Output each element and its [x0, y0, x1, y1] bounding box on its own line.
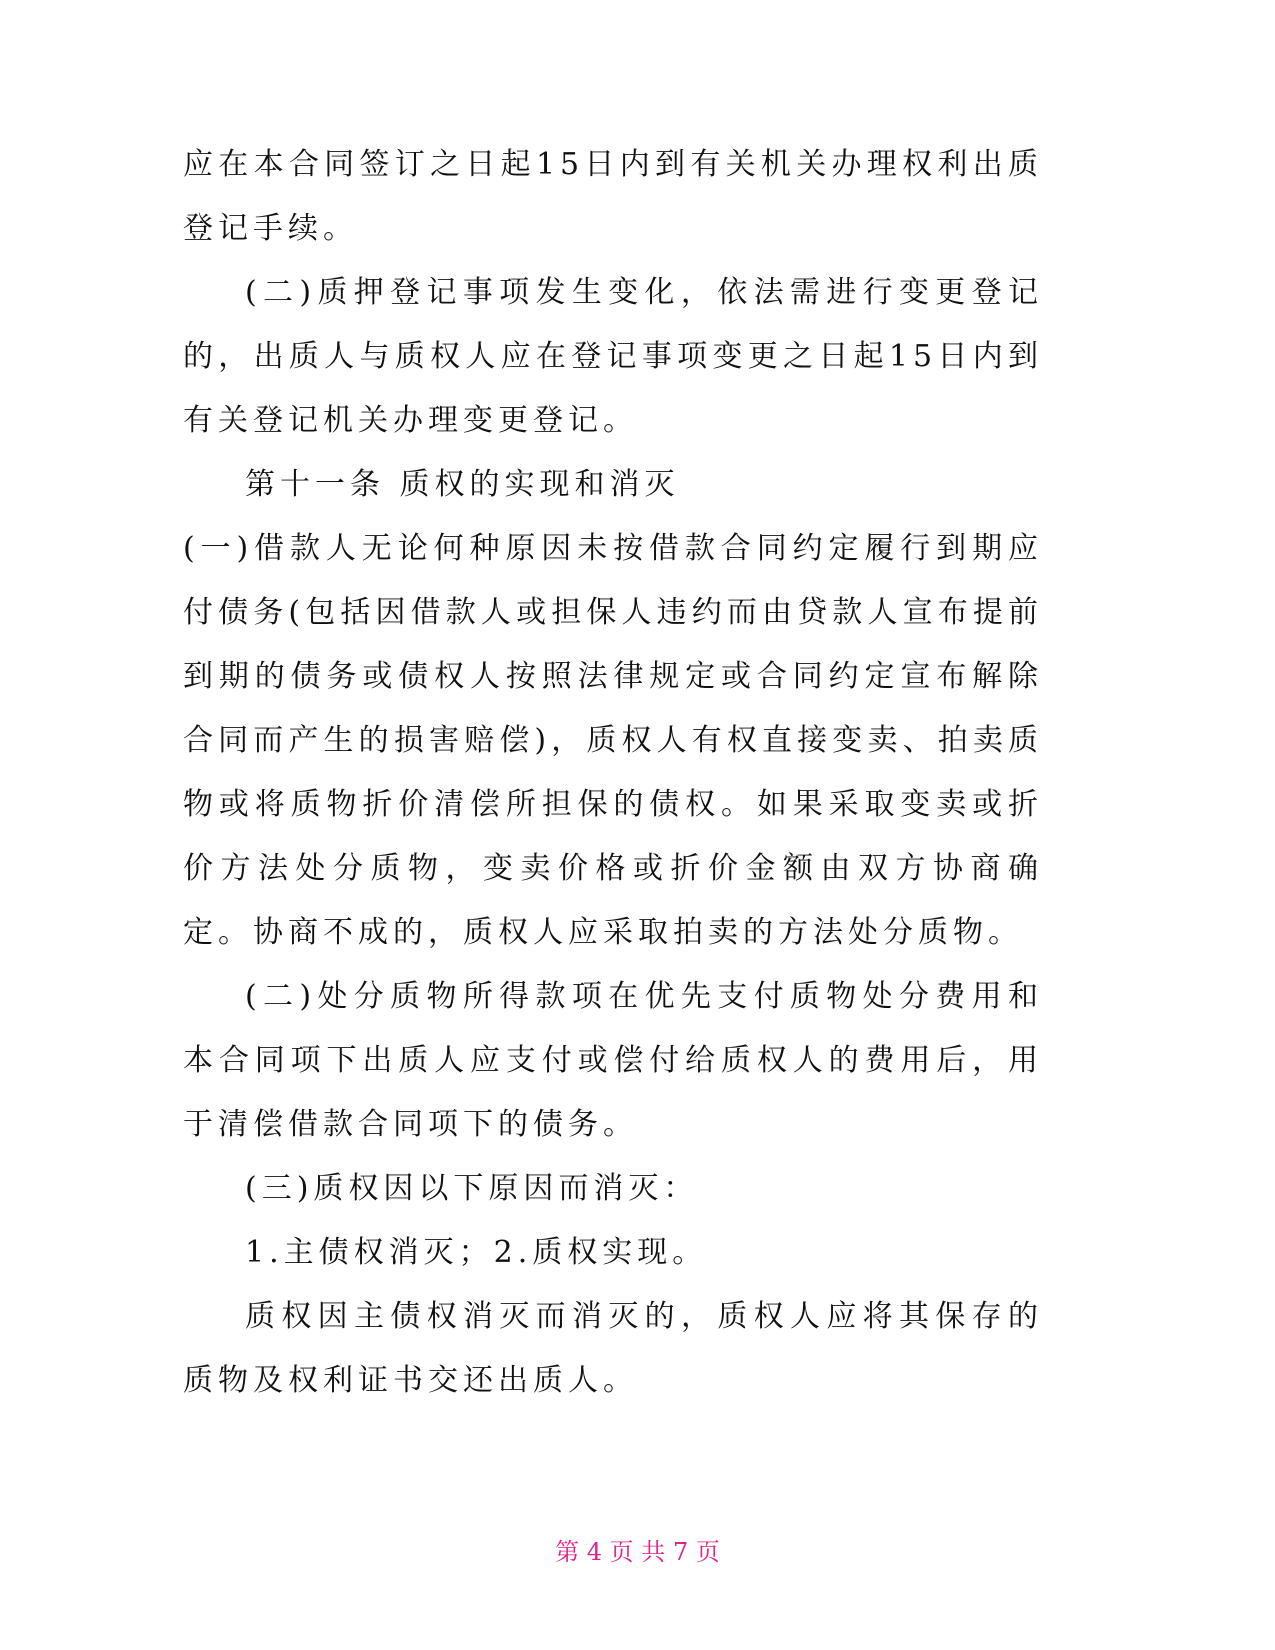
paragraph-extinction-causes: (三)质权因以下原因而消灭：	[245, 1171, 699, 1206]
total-pages-number: 7	[672, 1538, 689, 1566]
footer-prefix: 第	[555, 1538, 580, 1566]
paragraph-change-registration: (二)质押登记事项发生变化，依法需进行变更登记的，出质人与质权人应在登记事项变更之日起15日内到有关登记机关办理变更登记。	[183, 275, 1043, 438]
paragraph-return-of-pledge: 质权因主债权消灭而消灭的，质权人应将其保存的质物及权利证书交还出质人。	[183, 1299, 1043, 1398]
footer-suffix: 页	[695, 1538, 720, 1566]
paragraph-extinction-list: 1.主债权消灭；2.质权实现。	[245, 1235, 708, 1270]
page-number-footer	[0, 1532, 1275, 1567]
document-body	[183, 133, 1043, 1413]
paragraph-proceeds-allocation: (二)处分质物所得款项在优先支付质物处分费用和本合同项下出质人应支付或偿付给质权人的费用后，用于清偿借款合同项下的债务。	[183, 979, 1043, 1142]
section-heading-article-11: 第十一条 质权的实现和消灭	[245, 467, 680, 502]
paragraph-registration-deadline: 应在本合同签订之日起15日内到有关机关办理权利出质登记手续。	[183, 147, 1043, 246]
current-page-number: 4	[586, 1538, 603, 1566]
paragraph-realization-of-pledge: (一)借款人无论何种原因未按借款合同约定履行到期应付债务(包括因借款人或担保人违约而由贷款人宣布提前到期的债务或债权人按照法律规定或合同约定宣布解除合同而产生的损害赔偿)，质权人有权直接变卖、拍卖质物或将质物折价清偿所担保的债权。如果采取变卖或折价方法处分质物，变卖价格或折价金额由双方协商确定。协商不成的，质权人应采取拍卖的方法处分质物。	[183, 531, 1043, 950]
footer-middle: 页 共	[609, 1538, 666, 1566]
